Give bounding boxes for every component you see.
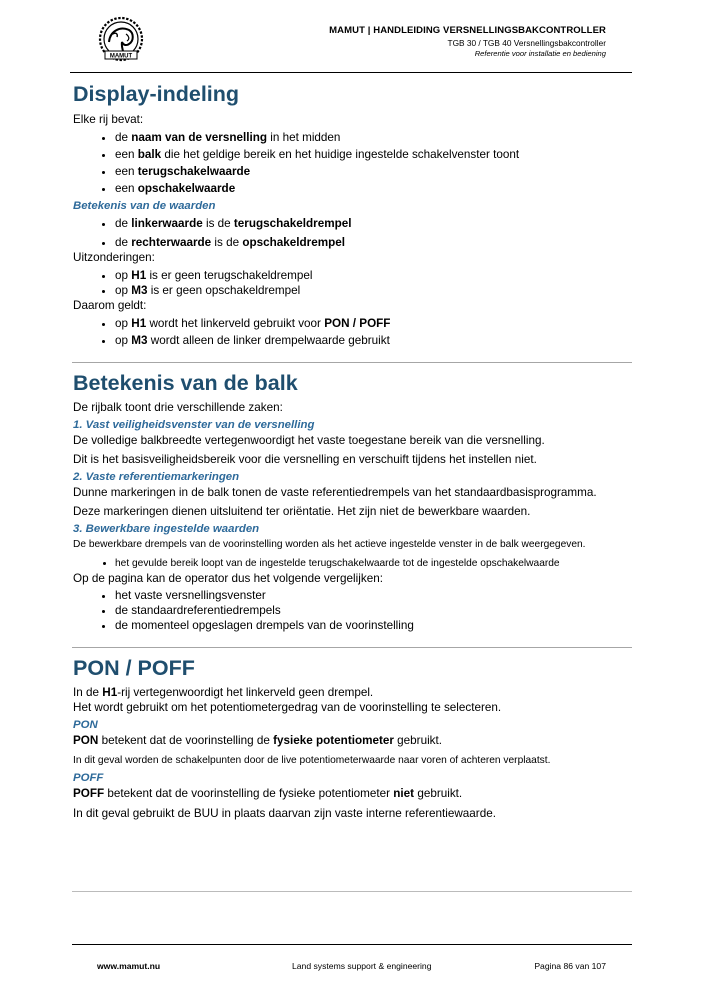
header-subtitle: TGB 30 / TGB 40 Versnellingsbakcontroller: [447, 38, 606, 48]
list-item: • de standaardreferentiedrempels: [115, 603, 633, 618]
meaning-subheading: Betekenis van de waarden: [73, 199, 216, 212]
list-item: • op M3 wordt alleen de linker drempelwaarde gebruikt: [115, 333, 633, 348]
poff-subheading: POFF: [73, 772, 104, 785]
therefore-intro: Daarom geldt:: [73, 298, 147, 312]
section-heading-pon-poff: PON / POFF: [73, 655, 195, 680]
bar-sub1-text-1: De volledige balkbreedte vertegenwoordigt het vaste toegestane bereik van die versnelling.: [73, 433, 545, 447]
section-heading-bar: Betekenis van de balk: [73, 370, 298, 395]
list-item: • de linkerwaarde is de terugschakeldrempel: [115, 216, 633, 231]
footer-page-number: Pagina 86 van 107: [534, 961, 606, 971]
compare-intro: Op de pagina kan de operator dus het volgende vergelijken:: [73, 571, 383, 585]
page-content: [73, 82, 633, 821]
content-end-divider: [72, 891, 632, 892]
pon-text-2: In dit geval worden de schakelpunten door de live potentiometerwaarde naar voren of achteren verplaatst.: [73, 755, 551, 767]
bar-sub3-list: [73, 556, 633, 571]
exceptions-list: [73, 268, 633, 298]
compare-list: [73, 588, 633, 633]
header-reference: Referentie voor installatie en bediening: [474, 49, 606, 58]
list-item: • een balk die het geldige bereik en het huidige ingestelde schakelvenster toont: [115, 147, 633, 162]
list-item: • op H1 is er geen terugschakeldrempel: [115, 268, 633, 283]
bar-subheading-1: 1. Vast veiligheidsvenster van de versnelling: [73, 418, 315, 431]
bar-subheading-2: 2. Vaste referentiemarkeringen: [73, 470, 240, 483]
list-item: • een opschakelwaarde: [115, 181, 633, 196]
exceptions-intro: Uitzonderingen:: [73, 250, 155, 264]
poff-text-2: In dit geval gebruikt de BUU in plaats daarvan zijn vaste interne referentiewaarde.: [73, 807, 496, 821]
therefore-list: [73, 316, 633, 348]
bar-intro: De rijbalk toont drie verschillende zaken:: [73, 400, 283, 414]
pon-text-1: PON betekent dat de voorinstelling de fysieke potentiometer gebruikt.: [73, 734, 443, 748]
meaning-list: [73, 216, 633, 250]
footer-rule: [72, 944, 632, 945]
list-item: • op M3 is er geen opschakeldrempel: [115, 283, 633, 298]
bar-sub3-text-1: De bewerkbare drempels van de voorinstelling worden als het actieve ingestelde venster in de balk weergegeven.: [73, 538, 586, 550]
footer-tagline: Land systems support & engineering: [292, 961, 432, 971]
pon-poff-text-2: Het wordt gebruikt om het potentiometergedrag van de voorinstelling te selecteren.: [73, 701, 502, 715]
list-item: • het gevulde bereik loopt van de ingestelde terugschakelwaarde tot de ingestelde opschakelwaarde: [115, 556, 633, 571]
list-item: • het vaste versnellingsvenster: [115, 588, 633, 603]
bar-sub2-text-1: Dunne markeringen in de balk tonen de vaste referentiedrempels van het standaardbasisprogramma.: [73, 485, 597, 499]
bar-sub2-text-2: Deze markeringen dienen uitsluitend ter oriëntatie. Het zijn niet de bewerkbare waarden.: [73, 504, 531, 518]
row-contents-list: [73, 130, 633, 196]
footer-website: www.mamut.nu: [97, 961, 161, 971]
page-header: [329, 25, 606, 58]
svg-text:MAMUT: MAMUT: [109, 53, 133, 60]
list-item: • een terugschakelwaarde: [115, 164, 633, 179]
section-divider: [72, 362, 632, 363]
header-title: MAMUT | HANDLEIDING VERSNELLINGSBAKCONTROLLER: [329, 25, 606, 36]
list-item: • op H1 wordt het linkerveld gebruikt voor PON / POFF: [115, 316, 633, 331]
section-heading-display: Display-indeling: [73, 82, 240, 106]
section-divider: [72, 647, 632, 648]
bar-sub1-text-2: Dit is het basisveiligheidsbereik voor die versnelling en verschuift tijdens het instellen niet.: [73, 452, 537, 466]
pon-subheading: PON: [73, 719, 98, 732]
pon-poff-text-1: In de H1-rij vertegenwoordigt het linkerveld geen drempel.: [73, 686, 374, 700]
list-item: • de naam van de versnelling in het midden: [115, 130, 633, 145]
poff-text-1: POFF betekent dat de voorinstelling de fysieke potentiometer niet gebruikt.: [73, 787, 463, 801]
header-rule: [70, 72, 632, 73]
display-intro: Elke rij bevat:: [73, 112, 144, 126]
list-item: • de momenteel opgeslagen drempels van de voorinstelling: [115, 618, 633, 633]
bar-subheading-3: 3. Bewerkbare ingestelde waarden: [73, 522, 260, 535]
mamut-logo: [96, 14, 146, 64]
list-item: • de rechterwaarde is de opschakeldrempel: [115, 235, 633, 250]
